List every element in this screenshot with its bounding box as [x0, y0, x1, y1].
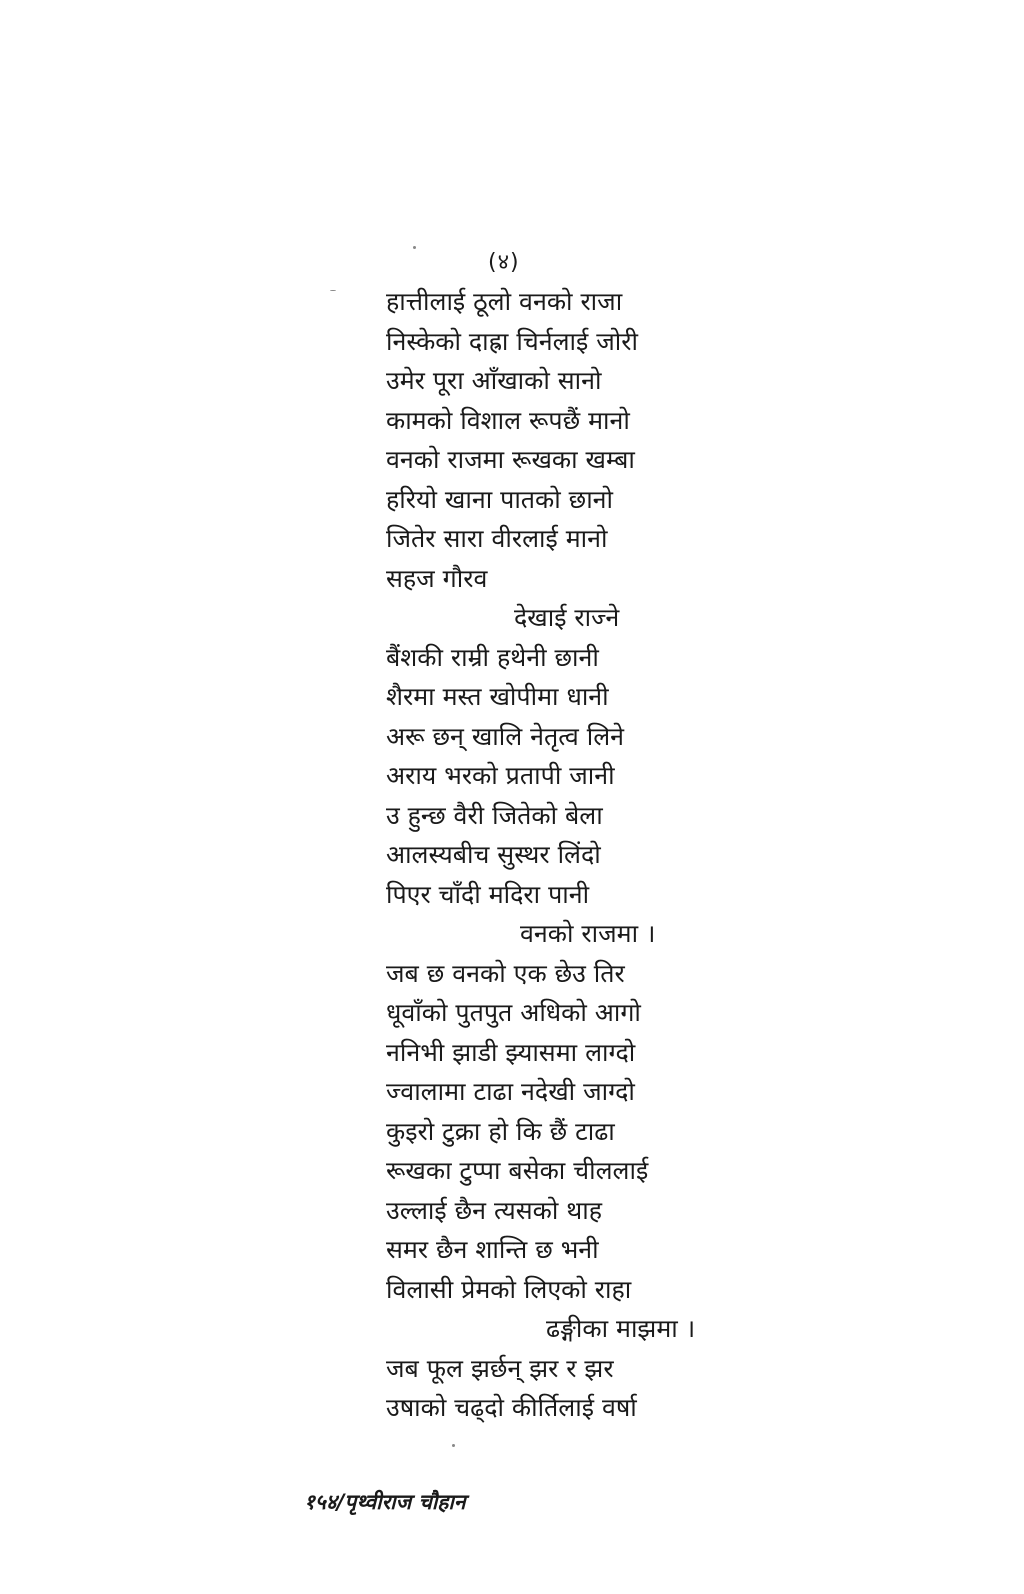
print-speck [413, 246, 416, 249]
poem-line: जितेर सारा वीरलाई मानो [386, 524, 608, 553]
poem-line: ननिभी झाडी झ्यासमा लाग्दो [386, 1037, 636, 1067]
poem-line: समर छैन शान्ति छ भनी [386, 1235, 599, 1264]
poem-line: जब फूल झर्छन् झर र झर [386, 1353, 614, 1383]
poem-line: पिएर चाँदी मदिरा पानी [386, 879, 590, 909]
poem-line: शैरमा मस्त खोपीमा धानी [386, 682, 609, 711]
page-footer: १५४/पृथ्वीराज चौहान [304, 1490, 466, 1514]
poem-line: बैंशकी राम्री हथेनी छानी [386, 642, 599, 672]
poem-line: देखाई राज्ने [514, 603, 620, 632]
poem-line: अराय भरको प्रतापी जानी [386, 761, 615, 790]
poem-line: आलस्यबीच सुस्थर लिंदो [386, 840, 601, 869]
poem-line: उल्लाई छैन त्यसको थाह [386, 1195, 602, 1225]
poem-line: अरू छन् खालि नेतृत्व लिने [386, 721, 625, 751]
poem-line: वनको राजमा । [520, 919, 656, 948]
poem-line: कुइरो टुक्रा हो कि छैं टाढा [386, 1116, 615, 1146]
poem-line: ज्वालामा टाढा नदेखी जाग्दो [386, 1077, 635, 1106]
section-number: (४) [488, 250, 520, 275]
poem-line: वनको राजमा रूखका खम्बा [386, 445, 635, 474]
poem-line: हात्तीलाई ठूलो वनको राजा [386, 287, 623, 316]
poem-line: उषाको चढ्दो कीर्तिलाई वर्षा [386, 1393, 637, 1422]
poem-line: हरियो खाना पातको छानो [386, 484, 614, 514]
poem-line: उमेर पूरा आँखाको सानो [386, 366, 602, 395]
poem-line: धूवाँको पुतपुत अधिको आगो [386, 998, 641, 1027]
poem-line: सहज गौरव [386, 563, 488, 593]
print-speck [330, 290, 336, 291]
poem-line: ढङ्गीका माझमा । [546, 1314, 696, 1343]
poem-line: विलासी प्रेमको लिएको राहा [386, 1274, 632, 1304]
poem-line: निस्केको दाह्रा चिर्नलाई जोरी [386, 326, 638, 356]
poem-text [386, 282, 695, 1428]
print-speck [452, 1444, 455, 1447]
poem-line: रूखका टुप्पा बसेका चीललाई [386, 1156, 649, 1185]
poem-line: कामको विशाल रूपछैं मानो [386, 405, 630, 435]
poem-line: उ हुन्छ वैरी जितेको बेला [386, 800, 603, 830]
poem-line: जब छ वनको एक छेउ तिर [386, 958, 625, 988]
